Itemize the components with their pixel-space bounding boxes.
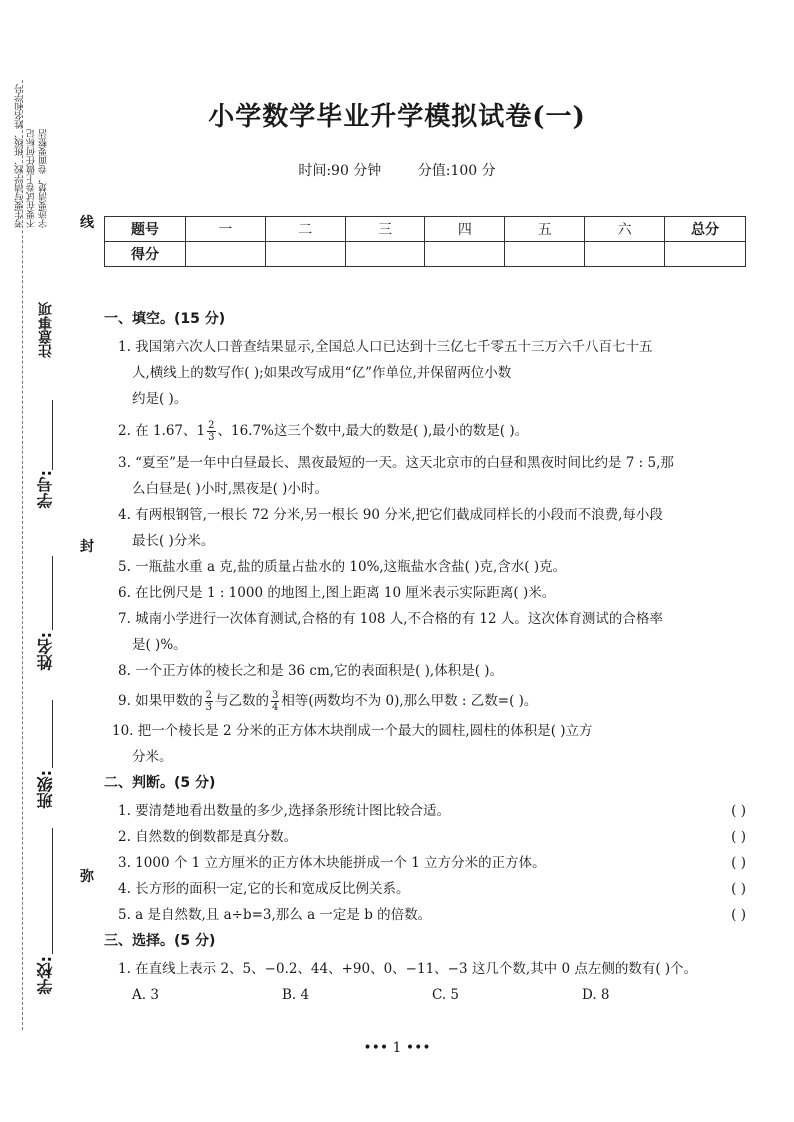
row-label: 得分: [105, 242, 186, 267]
judge-item: 1. 要清楚地看出数量的多少,选择条形统计图比较合适。 ( ): [104, 798, 750, 824]
class-label: 班级:: [36, 770, 55, 809]
question: [104, 502, 750, 554]
fraction: $\frac{2}{3}$: [205, 690, 213, 713]
question-text: 9. 如果甲数的: [118, 693, 203, 709]
question-text: 最长( )分米。: [132, 533, 215, 549]
question-text: 2. 在 1.67、1: [118, 423, 206, 439]
score-cell[interactable]: [186, 242, 266, 267]
judge-item: 3. 1000 个 1 立方厘米的正方体木块能拼成一个 1 立方分米的正方体。 ( ): [104, 850, 750, 876]
question-text: 人,横线上的数写作( );如果改写成用“亿”作单位,并保留两位小数: [132, 365, 512, 381]
question: [104, 334, 750, 412]
full-score: 分值:100 分: [417, 163, 496, 179]
question-text: 相等(两数均不为 0),那么甲数 : 乙数=( )。: [281, 693, 538, 709]
score-cell[interactable]: [425, 242, 505, 267]
option-b[interactable]: B. 4: [282, 987, 310, 1003]
judge-item: 4. 长方形的面积一定,它的长和宽成反比例关系。 ( ): [104, 876, 750, 902]
answer-blank[interactable]: ( ): [731, 855, 746, 871]
seal-mark-seal: 封: [80, 539, 94, 555]
question-text: 么白昼是( )小时,黑夜是( )小时。: [132, 481, 328, 497]
question: [104, 606, 750, 658]
exam-meta: [0, 160, 794, 180]
score-cell[interactable]: [345, 242, 425, 267]
option-d[interactable]: D. 8: [582, 987, 610, 1003]
judge-item: 5. a 是自然数,且 a÷b=3,那么 a 一定是 b 的倍数。 ( ): [104, 902, 750, 928]
col-header: 一: [186, 217, 266, 242]
school-line[interactable]: [52, 828, 53, 954]
question-text: 7. 城南小学进行一次体育测试,合格的有 108 人,不合格的有 12 人。这次体育测试的合格率: [118, 611, 663, 627]
binding-cut-line: [22, 80, 23, 1030]
question-text: 分米。: [132, 749, 173, 765]
col-header: 三: [345, 217, 425, 242]
time-limit: 时间:90 分钟: [298, 163, 382, 179]
note-line: 字迹要清楚，卷面要整洁: [39, 129, 49, 228]
choice-options: [104, 982, 750, 1008]
col-header: 二: [265, 217, 345, 242]
section-fill-title: 一、填空。(15 分): [104, 311, 226, 327]
name-label: 姓名:: [36, 632, 55, 671]
question: [104, 688, 750, 714]
judge-item: 2. 自然数的倒数都是真分数。 ( ): [104, 824, 750, 850]
name-line[interactable]: [52, 556, 53, 630]
question-text: 10. 把一个棱长是 2 分米的正方体木块削成一个最大的圆柱,圆柱的体积是( )立方: [112, 723, 593, 739]
question-text: 与乙数的: [215, 693, 270, 709]
score-table: [104, 216, 746, 267]
question-text: 、16.7%这三个数中,最大的数是( ),最小的数是( )。: [217, 423, 529, 439]
question-text: 1. 我国第六次人口普查结果显示,全国总人口已达到十三亿七千零五十三万六千八百七十五: [118, 339, 653, 355]
student-id-line[interactable]: [52, 400, 53, 470]
question: [104, 718, 750, 770]
seal-mark-line: 线: [80, 215, 94, 231]
answer-blank[interactable]: ( ): [731, 829, 746, 845]
question-text: 3. “夏至”是一年中白昼最长、黑夜最短的一天。这天北京市的白昼和黑夜时间比约是 7 : 5,那: [118, 455, 674, 471]
note-line: 考生要写清学校、班级、姓名和学号: [15, 84, 25, 228]
col-header: 五: [505, 217, 585, 242]
seal-mark-close: 弥: [80, 869, 94, 885]
question: 5. 一瓶盐水重 a 克,盐的质量占盐水的 10%,这瓶盐水含盐( )克,含水( )克。: [118, 559, 567, 575]
question: 8. 一个正方体的棱长之和是 36 cm,它的表面积是( ),体积是( )。: [118, 663, 504, 679]
section-choice-title: 三、选择。(5 分): [104, 933, 216, 949]
col-header-total: 总分: [665, 217, 746, 242]
exam-body: [104, 306, 750, 1008]
class-line[interactable]: [52, 700, 53, 768]
question-text: 约是( )。: [132, 391, 188, 407]
question: [104, 450, 750, 502]
section-judge-title: 二、判断。(5 分): [104, 775, 216, 791]
answer-blank[interactable]: ( ): [731, 907, 746, 923]
student-id-label: 学号:: [36, 470, 55, 509]
notes-heading: 注意事项: [38, 302, 54, 358]
page-number: ••• 1 •••: [363, 1040, 431, 1056]
score-table-score-row: [105, 242, 746, 267]
col-header: 四: [425, 217, 505, 242]
question-text: 4. 有两根钢管,一根长 72 分米,另一根长 90 分米,把它们截成同样长的小段而不浪费,每小段: [118, 507, 663, 523]
answer-blank[interactable]: ( ): [731, 803, 746, 819]
exam-title: 小学数学毕业升学模拟试卷(一): [208, 102, 586, 132]
fraction: $\frac{3}{4}$: [272, 690, 279, 713]
option-c[interactable]: C. 5: [432, 987, 460, 1003]
question: [104, 418, 750, 444]
score-table-header-row: [105, 217, 746, 242]
score-cell[interactable]: [585, 242, 665, 267]
score-cell[interactable]: [265, 242, 345, 267]
option-a[interactable]: A. 3: [132, 987, 159, 1003]
school-label: 学校:: [36, 956, 55, 995]
score-cell-total[interactable]: [665, 242, 746, 267]
question: 6. 在比例尺是 1 : 1000 的地图上,图上距离 10 厘米表示实际距离( )米。: [118, 585, 556, 601]
score-cell[interactable]: [505, 242, 585, 267]
question: 1. 在直线上表示 2、5、−0.2、44、+90、0、−11、−3 这几个数,其中 0 点左侧的数有( )个。: [118, 961, 698, 977]
question-text: 是( )%。: [132, 637, 187, 653]
answer-blank[interactable]: ( ): [731, 881, 746, 897]
fraction: $\frac{2}{3}$: [208, 420, 215, 443]
note-line: 不要在试卷上做任何标记: [27, 129, 37, 228]
row-label: 题号: [105, 217, 186, 242]
col-header: 六: [585, 217, 665, 242]
